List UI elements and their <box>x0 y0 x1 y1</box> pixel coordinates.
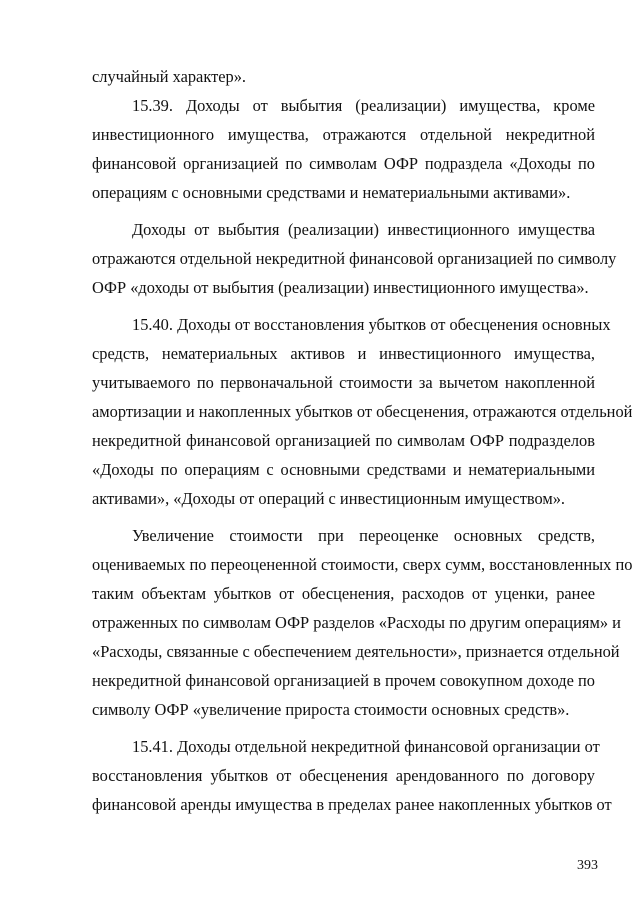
text-line: «Расходы, связанные с обеспечением деятельности», признается отдельной <box>92 642 620 661</box>
paragraph-15-41 <box>92 732 612 819</box>
document-body <box>92 62 633 819</box>
paragraph-revaluation <box>92 521 633 724</box>
text-line: операциям с основными средствами и нематериальными активами». <box>92 183 571 202</box>
text-line: 15.41. Доходы отдельной некредитной финансовой организации от <box>132 737 600 756</box>
text-line: активами», «Доходы от операций с инвестиционным имуществом». <box>92 489 566 508</box>
paragraph-investment-property <box>92 215 617 302</box>
text-line: «Доходы по операциям с основными средствами и нематериальными <box>92 460 595 479</box>
text-line: 15.39. Доходы от выбытия (реализации) имущества, кроме <box>132 96 595 115</box>
text-line: восстановления убытков от обесценения арендованного по договору <box>92 766 595 785</box>
text-line: таким объектам убытков от обесценения, расходов от уценки, ранее <box>92 584 595 603</box>
paragraph-15-39 <box>92 91 595 207</box>
text-line: финансовой аренды имущества в пределах ранее накопленных убытков от <box>92 795 612 814</box>
text-line: амортизации и накопленных убытков от обесценения, отражаются отдельной <box>92 402 633 421</box>
text-line: инвестиционного имущества, отражаются отдельной некредитной <box>92 125 595 144</box>
text-line: ОФР «доходы от выбытия (реализации) инвестиционного имущества». <box>92 278 589 297</box>
text-line: средств, нематериальных активов и инвестиционного имущества, <box>92 344 595 363</box>
paragraph-15-40 <box>92 310 633 513</box>
text-line: финансовой организацией по символам ОФР подраздела «Доходы по <box>92 154 595 173</box>
text-line: Увеличение стоимости при переоценке основных средств, <box>132 526 595 545</box>
text-line: случайный характер». <box>92 67 246 86</box>
text-line: оцениваемых по переоцененной стоимости, сверх сумм, восстановленных по <box>92 555 633 574</box>
text-line: 15.40. Доходы от восстановления убытков от обесценения основных <box>132 315 611 334</box>
text-line: отраженных по символам ОФР разделов «Расходы по другим операциям» и <box>92 613 621 632</box>
text-line: Доходы от выбытия (реализации) инвестиционного имущества <box>132 220 595 239</box>
page-number: 393 <box>577 858 598 873</box>
text-line: некредитной финансовой организацией в прочем совокупном доходе по <box>92 671 595 690</box>
text-line: некредитной финансовой организацией по символам ОФР подразделов <box>92 431 595 450</box>
paragraph-continuation <box>92 62 595 91</box>
text-line: учитываемого по первоначальной стоимости за вычетом накопленной <box>92 373 595 392</box>
text-line: символу ОФР «увеличение прироста стоимости основных средств». <box>92 700 570 719</box>
text-line: отражаются отдельной некредитной финансовой организацией по символу <box>92 249 617 268</box>
